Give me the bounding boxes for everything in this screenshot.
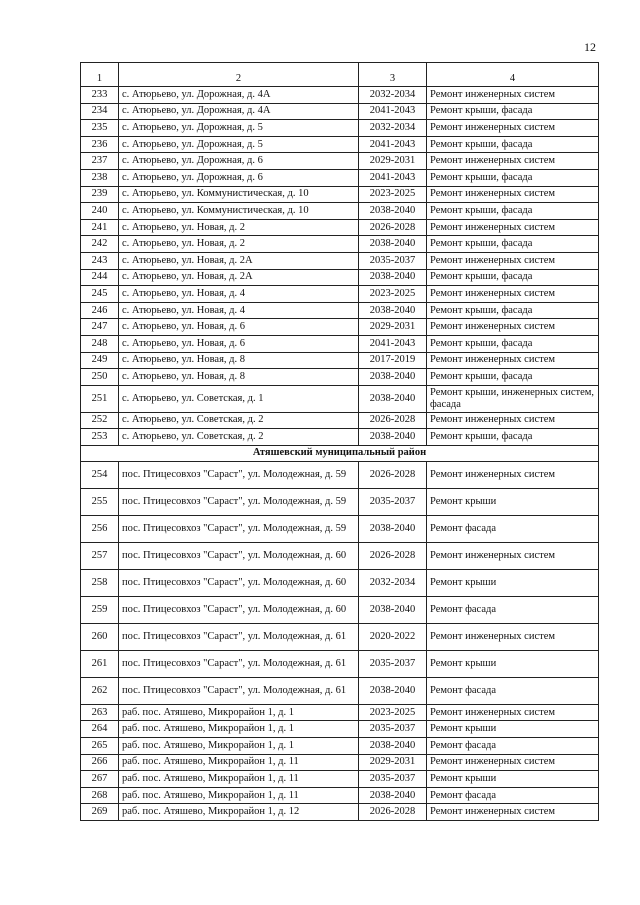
row-address: пос. Птицесовхоз "Сараст", ул. Молодежная, д. 60 [119, 596, 359, 623]
row-work-type: Ремонт инженерных систем [427, 252, 599, 269]
table-row [81, 203, 599, 220]
row-years: 2026-2028 [359, 542, 427, 569]
row-address: с. Атюрьево, ул. Дорожная, д. 5 [119, 136, 359, 153]
row-years: 2032-2034 [359, 569, 427, 596]
row-number: 249 [81, 352, 119, 369]
row-address: с. Атюрьево, ул. Дорожная, д. 6 [119, 153, 359, 170]
table-row [81, 738, 599, 755]
row-number: 235 [81, 120, 119, 137]
table-row [81, 596, 599, 623]
row-years: 2029-2031 [359, 153, 427, 170]
table-row [81, 252, 599, 269]
row-years: 2038-2040 [359, 369, 427, 386]
row-work-type: Ремонт инженерных систем [427, 219, 599, 236]
row-work-type: Ремонт инженерных систем [427, 623, 599, 650]
table-row [81, 787, 599, 804]
row-years: 2038-2040 [359, 269, 427, 286]
row-address: с. Атюрьево, ул. Новая, д. 4 [119, 286, 359, 303]
row-years: 2035-2037 [359, 650, 427, 677]
column-header-2: 2 [119, 63, 359, 87]
row-address: пос. Птицесовхоз "Сараст", ул. Молодежная, д. 61 [119, 623, 359, 650]
row-number: 244 [81, 269, 119, 286]
row-number: 263 [81, 704, 119, 721]
row-address: пос. Птицесовхоз "Сараст", ул. Молодежная, д. 60 [119, 569, 359, 596]
table-row [81, 169, 599, 186]
row-number: 236 [81, 136, 119, 153]
row-number: 258 [81, 569, 119, 596]
row-years: 2038-2040 [359, 738, 427, 755]
table-row [81, 87, 599, 104]
district-title: Атяшевский муниципальный район [81, 445, 599, 461]
row-years: 2035-2037 [359, 252, 427, 269]
row-years: 2026-2028 [359, 804, 427, 821]
row-years: 2035-2037 [359, 488, 427, 515]
row-years: 2041-2043 [359, 335, 427, 352]
row-number: 254 [81, 461, 119, 488]
row-work-type: Ремонт фасада [427, 738, 599, 755]
row-work-type: Ремонт крыши [427, 569, 599, 596]
row-number: 261 [81, 650, 119, 677]
column-header-4: 4 [427, 63, 599, 87]
table-row [81, 515, 599, 542]
row-years: 2038-2040 [359, 302, 427, 319]
row-address: с. Атюрьево, ул. Новая, д. 8 [119, 352, 359, 369]
row-work-type: Ремонт крыши [427, 771, 599, 788]
row-address: раб. пос. Атяшево, Микрорайон 1, д. 1 [119, 704, 359, 721]
table-row [81, 120, 599, 137]
table-row [81, 385, 599, 412]
row-work-type: Ремонт крыши [427, 488, 599, 515]
table-row [81, 569, 599, 596]
row-number: 267 [81, 771, 119, 788]
row-work-type: Ремонт инженерных систем [427, 319, 599, 336]
row-number: 239 [81, 186, 119, 203]
row-number: 262 [81, 677, 119, 704]
row-number: 252 [81, 412, 119, 429]
row-work-type: Ремонт инженерных систем [427, 286, 599, 303]
row-number: 241 [81, 219, 119, 236]
table-row [81, 754, 599, 771]
table-row [81, 319, 599, 336]
row-address: раб. пос. Атяшево, Микрорайон 1, д. 11 [119, 787, 359, 804]
row-address: с. Атюрьево, ул. Новая, д. 2 [119, 219, 359, 236]
row-years: 2038-2040 [359, 385, 427, 412]
table-row [81, 412, 599, 429]
row-years: 2017-2019 [359, 352, 427, 369]
row-years: 2029-2031 [359, 754, 427, 771]
table-row [81, 429, 599, 446]
table-body [81, 87, 599, 821]
row-work-type: Ремонт крыши, фасада [427, 335, 599, 352]
table-row [81, 488, 599, 515]
row-work-type: Ремонт крыши, фасада [427, 103, 599, 120]
row-address: раб. пос. Атяшево, Микрорайон 1, д. 1 [119, 721, 359, 738]
row-years: 2041-2043 [359, 169, 427, 186]
row-number: 240 [81, 203, 119, 220]
row-work-type: Ремонт инженерных систем [427, 754, 599, 771]
row-years: 2038-2040 [359, 515, 427, 542]
row-work-type: Ремонт крыши, фасада [427, 302, 599, 319]
row-years: 2035-2037 [359, 721, 427, 738]
table-row [81, 623, 599, 650]
row-work-type: Ремонт инженерных систем [427, 412, 599, 429]
row-address: раб. пос. Атяшево, Микрорайон 1, д. 1 [119, 738, 359, 755]
row-number: 257 [81, 542, 119, 569]
row-work-type: Ремонт инженерных систем [427, 804, 599, 821]
row-number: 243 [81, 252, 119, 269]
district-heading-row [81, 445, 599, 461]
row-work-type: Ремонт инженерных систем [427, 542, 599, 569]
row-address: раб. пос. Атяшево, Микрорайон 1, д. 12 [119, 804, 359, 821]
row-number: 234 [81, 103, 119, 120]
row-number: 264 [81, 721, 119, 738]
row-address: с. Атюрьево, ул. Новая, д. 8 [119, 369, 359, 386]
row-address: с. Атюрьево, ул. Новая, д. 6 [119, 335, 359, 352]
row-years: 2038-2040 [359, 236, 427, 253]
row-work-type: Ремонт инженерных систем [427, 186, 599, 203]
row-address: с. Атюрьево, ул. Новая, д. 2А [119, 269, 359, 286]
table-row [81, 677, 599, 704]
table-row [81, 219, 599, 236]
row-address: пос. Птицесовхоз "Сараст", ул. Молодежная, д. 60 [119, 542, 359, 569]
table-row [81, 136, 599, 153]
row-number: 251 [81, 385, 119, 412]
row-work-type: Ремонт крыши, фасада [427, 269, 599, 286]
table-row [81, 335, 599, 352]
row-work-type: Ремонт инженерных систем [427, 120, 599, 137]
row-work-type: Ремонт крыши [427, 650, 599, 677]
row-years: 2020-2022 [359, 623, 427, 650]
row-work-type: Ремонт инженерных систем [427, 153, 599, 170]
row-number: 237 [81, 153, 119, 170]
row-number: 265 [81, 738, 119, 755]
row-address: с. Атюрьево, ул. Коммунистическая, д. 10 [119, 203, 359, 220]
row-number: 255 [81, 488, 119, 515]
column-header-1: 1 [81, 63, 119, 87]
row-years: 2026-2028 [359, 219, 427, 236]
table-row [81, 186, 599, 203]
row-number: 245 [81, 286, 119, 303]
row-number: 268 [81, 787, 119, 804]
row-years: 2038-2040 [359, 787, 427, 804]
page-number: 12 [584, 40, 596, 54]
column-header-3: 3 [359, 63, 427, 87]
table-row [81, 704, 599, 721]
row-address: пос. Птицесовхоз "Сараст", ул. Молодежная, д. 59 [119, 515, 359, 542]
table-row [81, 302, 599, 319]
table-row [81, 103, 599, 120]
row-address: пос. Птицесовхоз "Сараст", ул. Молодежная, д. 61 [119, 677, 359, 704]
row-years: 2038-2040 [359, 596, 427, 623]
row-number: 256 [81, 515, 119, 542]
row-work-type: Ремонт инженерных систем [427, 87, 599, 104]
row-number: 260 [81, 623, 119, 650]
table-row [81, 721, 599, 738]
row-work-type: Ремонт крыши, инженерных систем, фасада [427, 385, 599, 412]
row-years: 2041-2043 [359, 103, 427, 120]
row-number: 266 [81, 754, 119, 771]
row-number: 246 [81, 302, 119, 319]
row-number: 242 [81, 236, 119, 253]
row-number: 238 [81, 169, 119, 186]
row-address: с. Атюрьево, ул. Дорожная, д. 5 [119, 120, 359, 137]
row-address: с. Атюрьево, ул. Дорожная, д. 4А [119, 103, 359, 120]
table-row [81, 286, 599, 303]
row-years: 2038-2040 [359, 429, 427, 446]
row-work-type: Ремонт крыши, фасада [427, 236, 599, 253]
table-row [81, 236, 599, 253]
row-years: 2023-2025 [359, 286, 427, 303]
row-work-type: Ремонт инженерных систем [427, 704, 599, 721]
row-work-type: Ремонт крыши, фасада [427, 169, 599, 186]
row-years: 2041-2043 [359, 136, 427, 153]
row-years: 2026-2028 [359, 412, 427, 429]
table-row [81, 269, 599, 286]
row-address: раб. пос. Атяшево, Микрорайон 1, д. 11 [119, 754, 359, 771]
row-address: пос. Птицесовхоз "Сараст", ул. Молодежная, д. 59 [119, 488, 359, 515]
row-address: с. Атюрьево, ул. Советская, д. 2 [119, 412, 359, 429]
table-row [81, 650, 599, 677]
row-address: с. Атюрьево, ул. Советская, д. 1 [119, 385, 359, 412]
row-number: 259 [81, 596, 119, 623]
row-years: 2035-2037 [359, 771, 427, 788]
table-row [81, 542, 599, 569]
row-address: с. Атюрьево, ул. Новая, д. 2А [119, 252, 359, 269]
row-years: 2038-2040 [359, 677, 427, 704]
row-work-type: Ремонт фасада [427, 515, 599, 542]
row-number: 253 [81, 429, 119, 446]
row-address: с. Атюрьево, ул. Новая, д. 4 [119, 302, 359, 319]
row-years: 2029-2031 [359, 319, 427, 336]
table-row [81, 369, 599, 386]
row-number: 247 [81, 319, 119, 336]
row-address: с. Атюрьево, ул. Дорожная, д. 4А [119, 87, 359, 104]
table-row [81, 804, 599, 821]
row-work-type: Ремонт инженерных систем [427, 461, 599, 488]
row-address: пос. Птицесовхоз "Сараст", ул. Молодежная, д. 61 [119, 650, 359, 677]
row-number: 248 [81, 335, 119, 352]
row-address: с. Атюрьево, ул. Новая, д. 6 [119, 319, 359, 336]
row-work-type: Ремонт крыши [427, 721, 599, 738]
row-address: с. Атюрьево, ул. Дорожная, д. 6 [119, 169, 359, 186]
table-header [81, 63, 599, 87]
repair-schedule-table [80, 62, 599, 821]
row-work-type: Ремонт фасада [427, 787, 599, 804]
row-work-type: Ремонт крыши, фасада [427, 203, 599, 220]
row-work-type: Ремонт фасада [427, 596, 599, 623]
row-address: пос. Птицесовхоз "Сараст", ул. Молодежная, д. 59 [119, 461, 359, 488]
row-address: с. Атюрьево, ул. Коммунистическая, д. 10 [119, 186, 359, 203]
table-row [81, 352, 599, 369]
row-address: с. Атюрьево, ул. Новая, д. 2 [119, 236, 359, 253]
row-work-type: Ремонт инженерных систем [427, 352, 599, 369]
row-work-type: Ремонт крыши, фасада [427, 429, 599, 446]
table-row [81, 771, 599, 788]
row-number: 250 [81, 369, 119, 386]
row-years: 2038-2040 [359, 203, 427, 220]
table-row [81, 153, 599, 170]
row-address: с. Атюрьево, ул. Советская, д. 2 [119, 429, 359, 446]
row-years: 2026-2028 [359, 461, 427, 488]
row-number: 233 [81, 87, 119, 104]
row-number: 269 [81, 804, 119, 821]
row-years: 2023-2025 [359, 704, 427, 721]
row-years: 2032-2034 [359, 120, 427, 137]
row-work-type: Ремонт крыши, фасада [427, 136, 599, 153]
row-work-type: Ремонт крыши, фасада [427, 369, 599, 386]
row-years: 2032-2034 [359, 87, 427, 104]
row-address: раб. пос. Атяшево, Микрорайон 1, д. 11 [119, 771, 359, 788]
row-work-type: Ремонт фасада [427, 677, 599, 704]
table-row [81, 461, 599, 488]
row-years: 2023-2025 [359, 186, 427, 203]
